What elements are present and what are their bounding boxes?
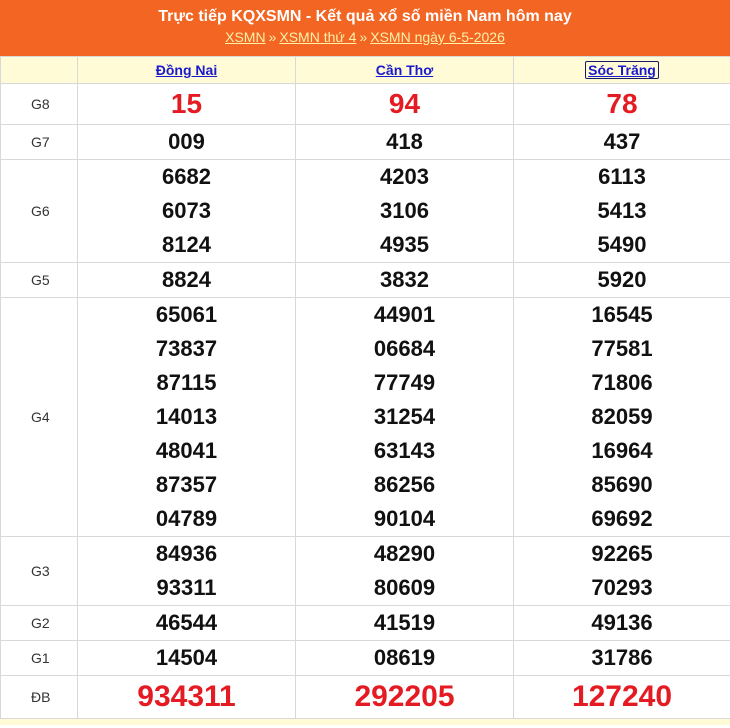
breadcrumb — [0, 27, 730, 47]
prize-cell — [514, 298, 730, 537]
prize-number: 31254 — [373, 404, 436, 429]
table-footer-strip — [0, 719, 730, 725]
prize-cell — [78, 606, 296, 641]
prize-label: G5 — [1, 263, 78, 298]
prize-number: 009 — [168, 129, 205, 154]
province-header-soc-trang — [514, 57, 730, 84]
prize-cell — [514, 125, 730, 160]
prize-cell — [296, 160, 514, 263]
prize-row-đb — [1, 676, 730, 719]
prize-cell — [296, 641, 514, 676]
prize-number: 5920 — [597, 267, 647, 292]
prize-cell — [78, 641, 296, 676]
prize-number: 418 — [386, 129, 423, 154]
prize-number: 71806 — [591, 370, 653, 395]
prize-number: 15 — [170, 88, 203, 119]
prize-cell — [514, 263, 730, 298]
prize-row-g1 — [1, 641, 730, 676]
prize-row-g6 — [1, 160, 730, 263]
prize-label: G2 — [1, 606, 78, 641]
prize-cell — [514, 537, 730, 606]
prize-cell — [514, 84, 730, 125]
prize-number: 8124 — [162, 232, 211, 257]
prize-number: 5490 — [597, 232, 647, 257]
prize-number: 46544 — [155, 610, 218, 635]
prize-number: 70293 — [591, 575, 653, 600]
prize-number: 14013 — [155, 404, 218, 429]
prize-label: G1 — [1, 641, 78, 676]
breadcrumb-separator: » — [268, 29, 277, 45]
prize-number: 41519 — [373, 610, 436, 635]
prize-number: 127240 — [571, 680, 673, 713]
province-link-dong-nai[interactable]: Đồng Nai — [155, 62, 218, 78]
prize-cell — [78, 263, 296, 298]
prize-number: 4203 — [380, 164, 429, 189]
prize-cell — [514, 160, 730, 263]
prize-number: 77581 — [591, 336, 653, 361]
prize-cell — [78, 84, 296, 125]
prize-number: 84936 — [155, 541, 218, 566]
prize-label: ĐB — [1, 676, 78, 719]
prize-cell — [78, 160, 296, 263]
prize-number: 90104 — [373, 506, 436, 531]
prize-column-header — [1, 57, 78, 84]
prize-number: 93311 — [156, 575, 217, 600]
prize-number: 85690 — [591, 472, 653, 497]
prize-cell — [296, 125, 514, 160]
breadcrumb-xsmn-thu-4[interactable]: XSMN thứ 4 — [279, 29, 357, 45]
prize-number: 8824 — [162, 267, 211, 292]
prize-row-g4 — [1, 298, 730, 537]
prize-cell — [296, 676, 514, 719]
prize-number: 6073 — [162, 198, 211, 223]
breadcrumb-xsmn[interactable]: XSMN — [225, 29, 266, 45]
prize-number: 4935 — [380, 232, 429, 257]
prize-number: 04789 — [155, 506, 218, 531]
prize-cell — [514, 676, 730, 719]
breadcrumb-xsmn-date[interactable]: XSMN ngày 6-5-2026 — [370, 29, 505, 45]
prize-cell — [296, 84, 514, 125]
prize-label: G7 — [1, 125, 78, 160]
prize-cell — [514, 606, 730, 641]
prize-number: 69692 — [591, 506, 653, 531]
province-link-can-tho[interactable]: Cần Thơ — [375, 62, 434, 78]
prize-cell — [296, 606, 514, 641]
prize-number: 934311 — [137, 680, 236, 713]
prize-number: 08619 — [373, 645, 436, 670]
prize-cell — [78, 676, 296, 719]
province-header-can-tho — [296, 57, 514, 84]
prize-label: G3 — [1, 537, 78, 606]
prize-number: 14504 — [155, 645, 218, 670]
prize-number: 48041 — [155, 438, 218, 463]
prize-number: 80609 — [373, 575, 436, 600]
prize-number: 16545 — [591, 302, 653, 327]
results-body — [1, 84, 730, 719]
prize-cell — [296, 298, 514, 537]
prize-number: 49136 — [591, 610, 653, 635]
prize-cell — [78, 537, 296, 606]
prize-number: 73837 — [155, 336, 218, 361]
prize-cell — [78, 298, 296, 537]
prize-cell — [296, 537, 514, 606]
results-header — [0, 0, 730, 56]
prize-number: 292205 — [354, 680, 455, 713]
prize-row-g8 — [1, 84, 730, 125]
page-title: Trực tiếp KQXSMN - Kết quả xổ số miền Nam hôm nay — [158, 8, 572, 25]
prize-number: 65061 — [155, 302, 218, 327]
prize-number: 31786 — [591, 645, 653, 670]
prize-row-g3 — [1, 537, 730, 606]
prize-number: 77749 — [373, 370, 436, 395]
prize-number: 87357 — [155, 472, 218, 497]
prize-cell — [296, 263, 514, 298]
prize-number: 82059 — [591, 404, 653, 429]
prize-number: 87115 — [156, 370, 217, 395]
prize-number: 94 — [388, 88, 421, 119]
prize-number: 48290 — [373, 541, 436, 566]
prize-number: 437 — [603, 129, 641, 154]
prize-number: 63143 — [373, 438, 436, 463]
province-header-dong-nai — [78, 57, 296, 84]
prize-label: G4 — [1, 298, 78, 537]
prize-cell — [78, 125, 296, 160]
prize-number: 06684 — [373, 336, 436, 361]
table-header-row — [1, 57, 730, 84]
prize-number: 78 — [606, 88, 638, 119]
prize-number: 3106 — [380, 198, 429, 223]
prize-number: 92265 — [591, 541, 653, 566]
prize-row-g2 — [1, 606, 730, 641]
prize-number: 44901 — [373, 302, 436, 327]
prize-number: 6682 — [162, 164, 211, 189]
breadcrumb-separator: » — [359, 29, 368, 45]
prize-number: 5413 — [597, 198, 647, 223]
prize-number: 86256 — [373, 472, 436, 497]
prize-number: 3832 — [380, 267, 429, 292]
prize-cell — [514, 641, 730, 676]
results-table — [0, 56, 730, 719]
prize-label: G6 — [1, 160, 78, 263]
prize-row-g5 — [1, 263, 730, 298]
prize-number: 16964 — [591, 438, 653, 463]
prize-label: G8 — [1, 84, 78, 125]
province-link-soc-trang[interactable]: Sóc Trăng — [585, 61, 659, 79]
prize-row-g7 — [1, 125, 730, 160]
prize-number: 6113 — [598, 164, 646, 189]
